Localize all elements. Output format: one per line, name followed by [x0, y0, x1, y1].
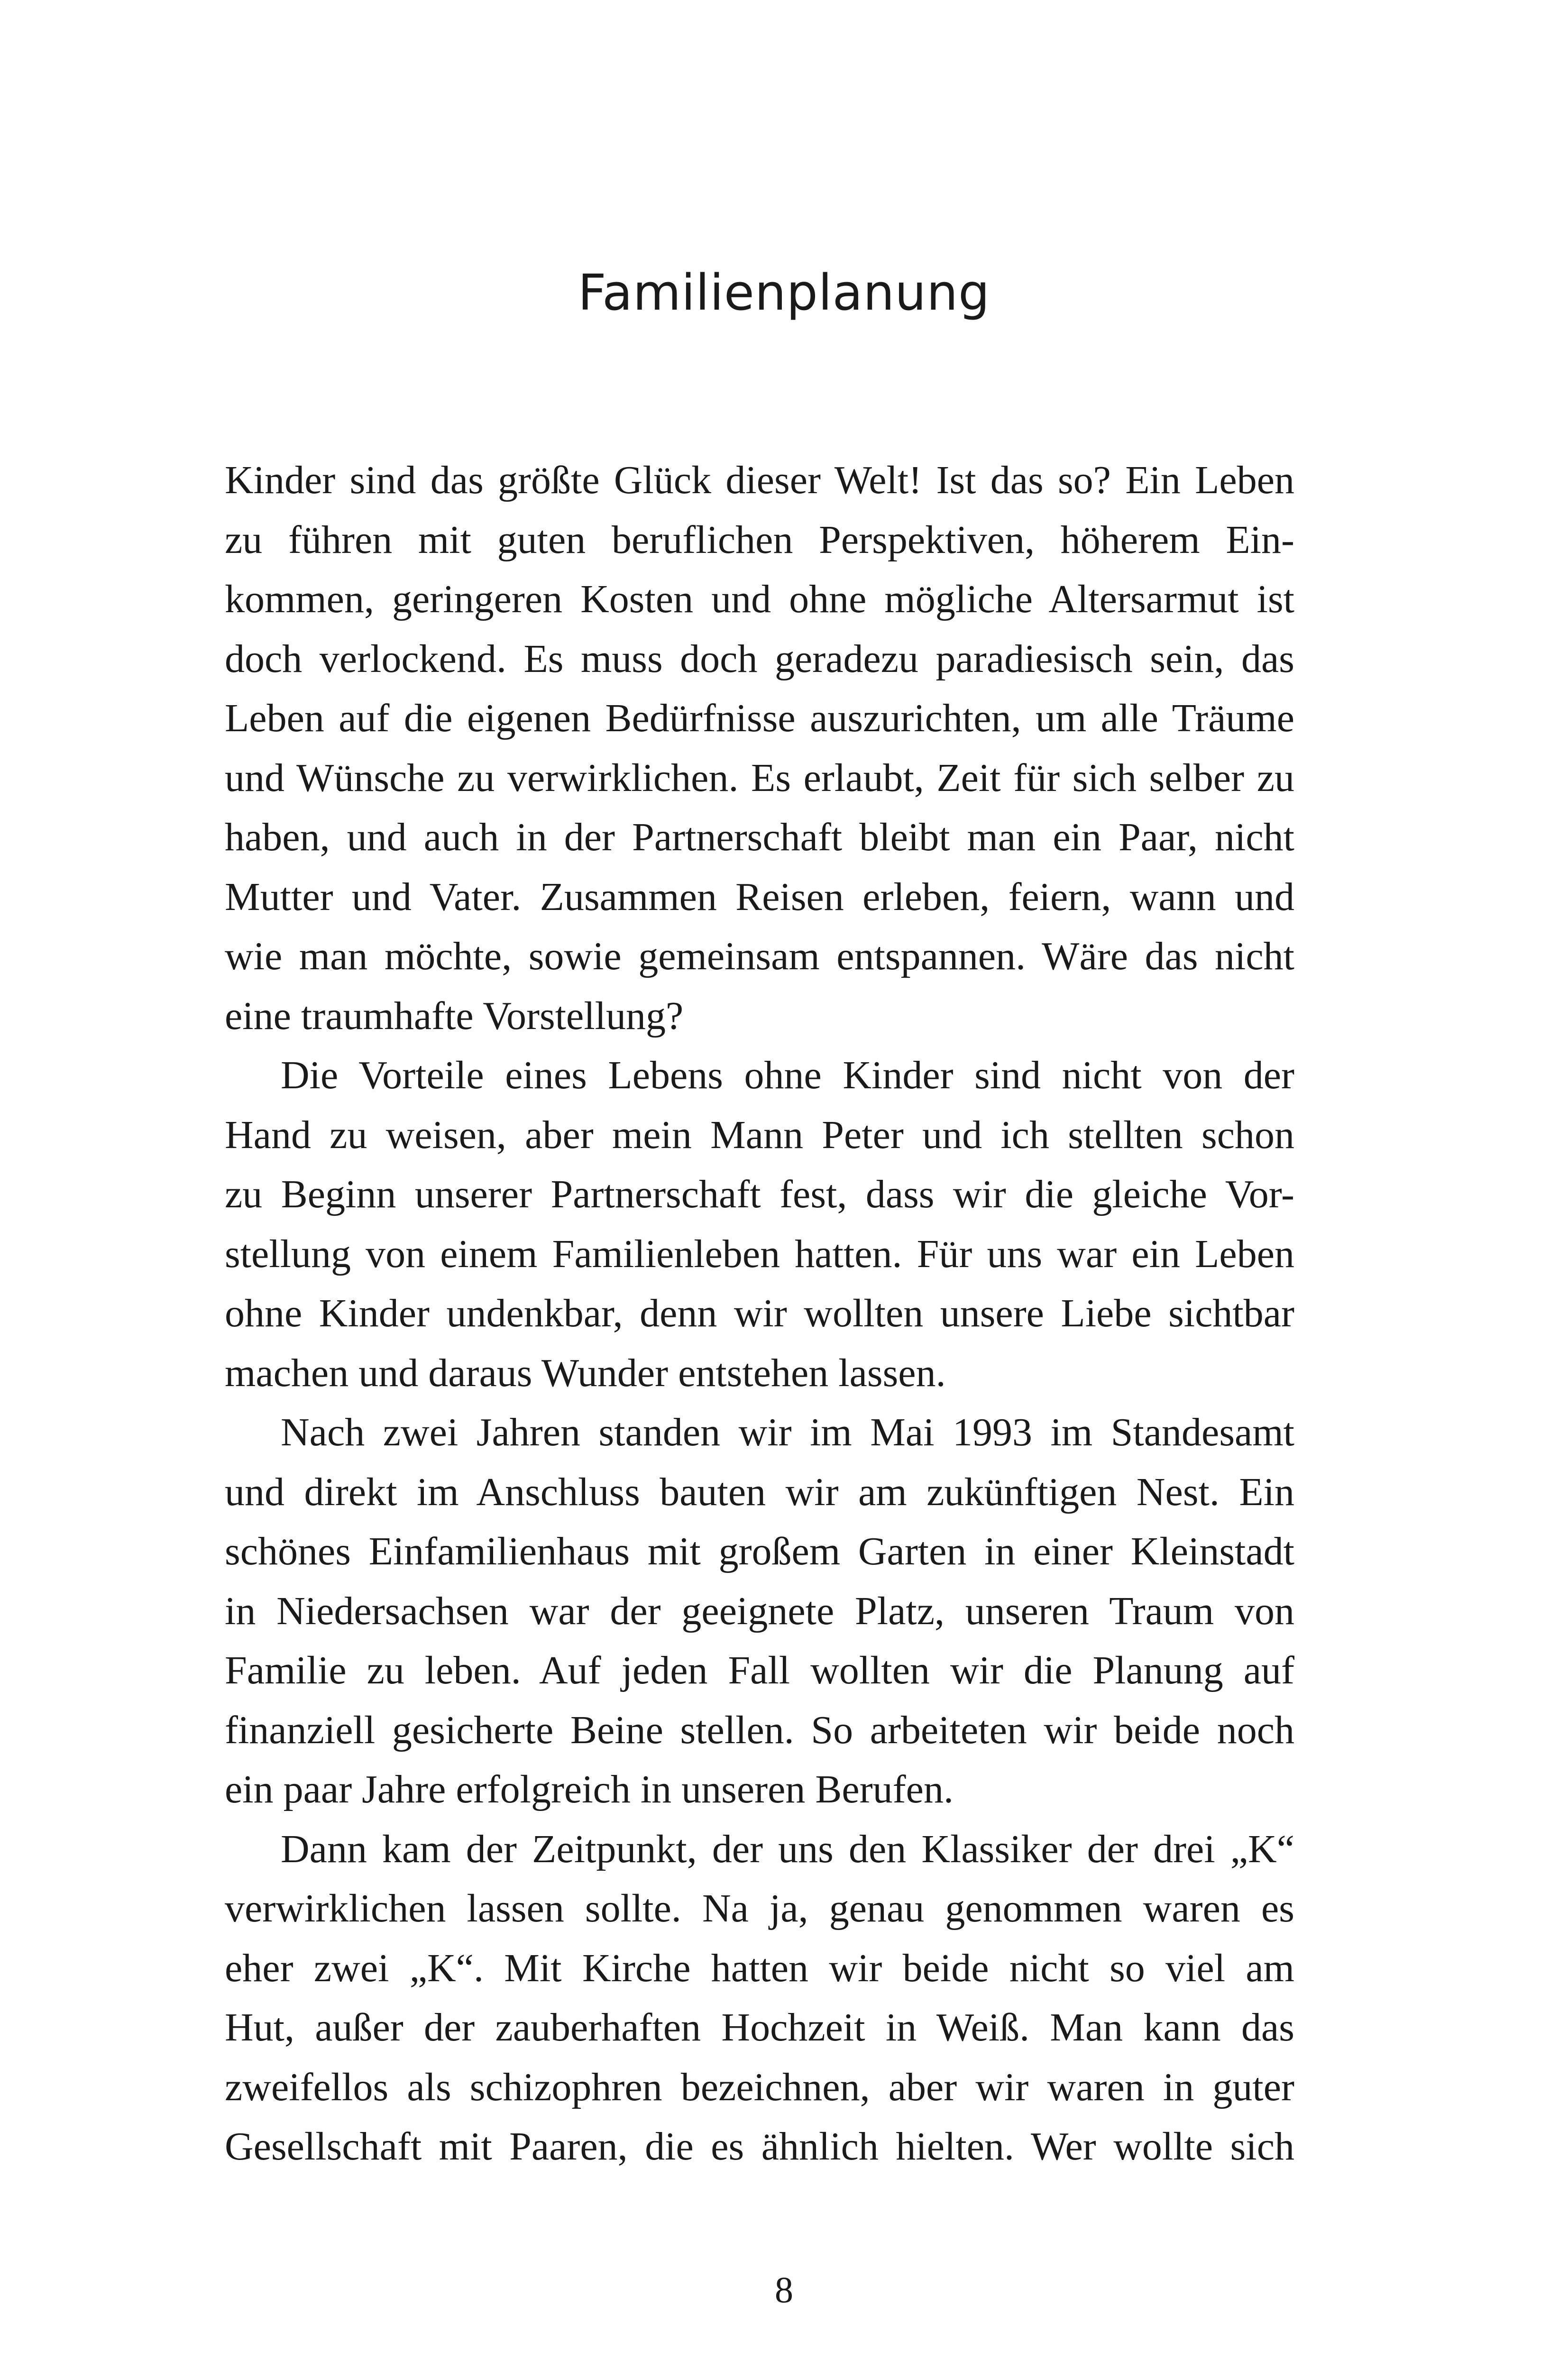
text-line: Mutter und Vater. Zusammen Reisen erleben, feiern, wann und	[225, 874, 1294, 919]
page-number: 8	[775, 2269, 793, 2310]
text-line: schönes Einfamilienhaus mit großem Garten in einer Kleinstadt	[225, 1529, 1294, 1573]
text-line: ohne Kinder undenkbar, denn wir wollten unsere Liebe sichtbar	[225, 1291, 1294, 1335]
text-line: in Niedersachsen war der geeignete Platz, unseren Traum von	[225, 1589, 1294, 1633]
text-line: Nach zwei Jahren standen wir im Mai 1993 im Standesamt	[281, 1410, 1294, 1454]
text-line: eine traumhafte Vorstellung?	[225, 993, 684, 1038]
text-line: ein paar Jahre erfolgreich in unseren Berufen.	[225, 1767, 954, 1811]
text-line: Die Vorteile eines Lebens ohne Kinder sind nicht von der	[281, 1053, 1294, 1097]
text-line: zu führen mit guten beruflichen Perspektiven, höherem Ein-	[225, 517, 1294, 562]
text-line: verwirklichen lassen sollte. Na ja, genau genommen waren es	[225, 1886, 1294, 1930]
text-line: Leben auf die eigenen Bedürfnisse auszurichten, um alle Träume	[225, 696, 1294, 740]
text-line: wie man möchte, sowie gemeinsam entspannen. Wäre das nicht	[225, 934, 1294, 978]
text-line: doch verlockend. Es muss doch geradezu paradiesisch sein, das	[225, 636, 1294, 681]
text-line: und Wünsche zu verwirklichen. Es erlaubt, Zeit für sich selber zu	[225, 755, 1294, 800]
paragraph	[225, 1820, 1294, 2177]
text-line: stellung von einem Familienleben hatten. Für uns war ein Leben	[225, 1231, 1294, 1276]
text-line: und direkt im Anschluss bauten wir am zukünftigen Nest. Ein	[225, 1470, 1294, 1514]
text-line: zu Beginn unserer Partnerschaft fest, dass wir die gleiche Vor-	[225, 1172, 1294, 1216]
text-line: eher zwei „K“. Mit Kirche hatten wir beide nicht so viel am	[225, 1946, 1294, 1990]
text-line: zweifellos als schizophren bezeichnen, aber wir waren in guter	[225, 2065, 1294, 2109]
paragraph	[225, 450, 1294, 1046]
text-line: finanziell gesicherte Beine stellen. So arbeiteten wir beide noch	[225, 1708, 1294, 1752]
text-line: Kinder sind das größte Glück dieser Welt! Ist das so? Ein Leben	[225, 458, 1294, 502]
text-line: kommen, geringeren Kosten und ohne mögliche Altersarmut ist	[225, 577, 1294, 621]
text-line: haben, und auch in der Partnerschaft bleibt man ein Paar, nicht	[225, 815, 1294, 859]
body-text	[225, 450, 1294, 2177]
text-line: Hut, außer der zauberhaften Hochzeit in Weiß. Man kann das	[225, 2005, 1294, 2049]
text-line: Familie zu leben. Auf jeden Fall wollten wir die Planung auf	[225, 1648, 1294, 1692]
text-line: Hand zu weisen, aber mein Mann Peter und ich stellten schon	[225, 1112, 1294, 1157]
text-line: machen und daraus Wunder entstehen lassen.	[225, 1351, 946, 1395]
text-line: Dann kam der Zeitpunkt, der uns den Klassiker der drei „K“	[281, 1827, 1294, 1871]
paragraph	[225, 1046, 1294, 1403]
text-line: Gesellschaft mit Paaren, die es ähnlich hielten. Wer wollte sich	[225, 2124, 1294, 2169]
paragraph	[225, 1403, 1294, 1820]
chapter-title: Familienplanung	[578, 264, 990, 322]
